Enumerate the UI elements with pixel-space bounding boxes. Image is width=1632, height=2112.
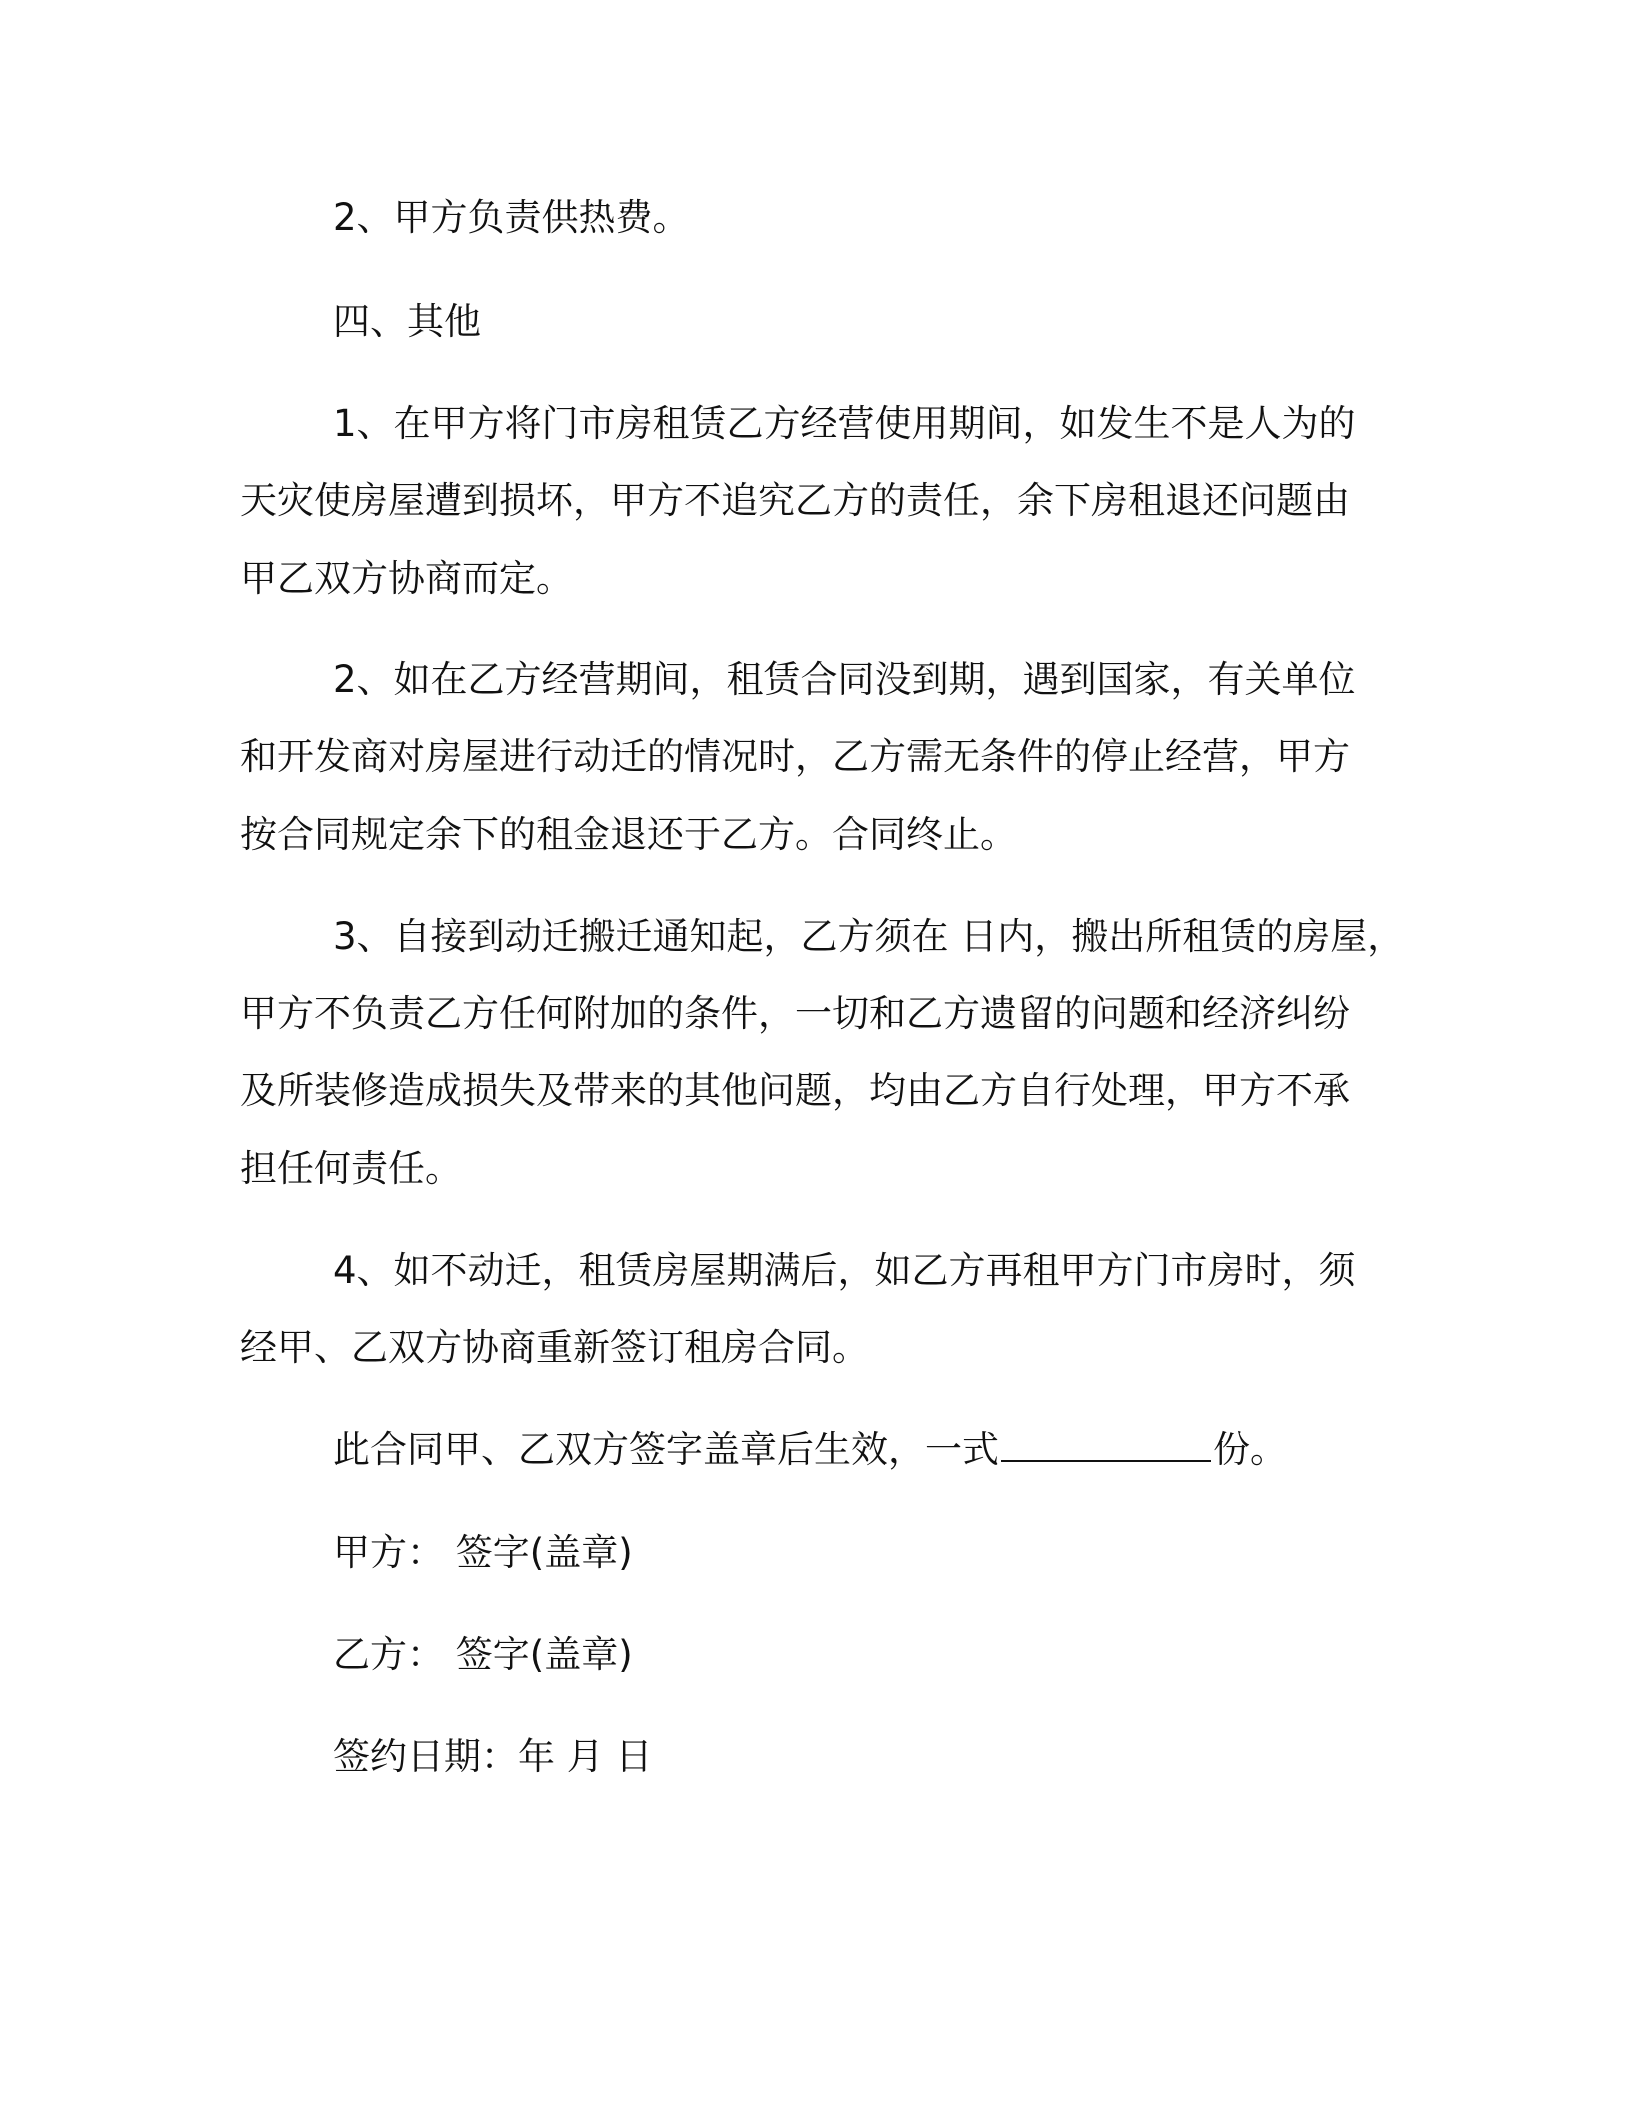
item2-line1: 2、如在乙方经营期间，租赁合同没到期，遇到国家，有关单位 [333, 658, 1356, 701]
party-a-signature: 甲方： 签字(盖章) [333, 1531, 633, 1574]
item2-line2: 和开发商对房屋进行动迁的情况时，乙方需无条件的停止经营，甲方 [240, 735, 1350, 778]
item3-line4: 担任何责任。 [240, 1147, 462, 1190]
item2-line3: 按合同规定余下的租金退还于乙方。合同终止。 [240, 813, 1017, 856]
item1-line1: 1、在甲方将门市房租赁乙方经营使用期间，如发生不是人为的 [333, 402, 1356, 445]
item1-line2: 天灾使房屋遭到损坏，甲方不追究乙方的责任，余下房租退还问题由 [240, 479, 1350, 522]
para-heat-fee: 2、甲方负责供热费。 [333, 196, 690, 239]
item4-line2: 经甲、乙双方协商重新签订租房合同。 [240, 1326, 869, 1369]
section-heading-other: 四、其他 [333, 300, 481, 343]
party-b-signature: 乙方： 签字(盖章) [333, 1633, 633, 1676]
signing-date: 签约日期：年 月 日 [333, 1735, 653, 1778]
item3-line2: 甲方不负责乙方任何附加的条件，一切和乙方遗留的问题和经济纠纷 [240, 992, 1350, 1035]
effective-clause-prefix: 此合同甲、乙双方签字盖章后生效，一式 [333, 1428, 999, 1471]
copies-blank [1001, 1430, 1211, 1462]
item3-line1: 3、自接到动迁搬迁通知起，乙方须在 日内，搬出所租赁的房屋， [333, 915, 1405, 958]
item3-line3: 及所装修造成损失及带来的其他问题，均由乙方自行处理，甲方不承 [240, 1069, 1350, 1112]
effective-clause-suffix: 份。 [1213, 1428, 1287, 1471]
effective-clause [333, 1426, 1287, 1474]
item4-line1: 4、如不动迁，租赁房屋期满后，如乙方再租甲方门市房时，须 [333, 1249, 1356, 1292]
item1-line3: 甲乙双方协商而定。 [240, 557, 573, 600]
